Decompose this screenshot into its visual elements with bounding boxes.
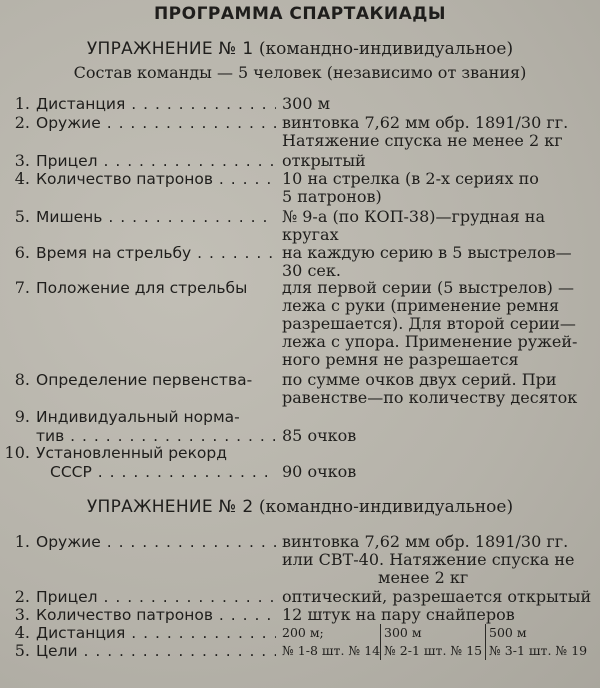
target-column-1 <box>282 624 380 660</box>
exercise-1-heading <box>0 39 600 59</box>
item-number: 2. <box>14 113 30 132</box>
item-label: Цели . . . <box>36 642 276 660</box>
item-number: 9. <box>14 407 30 426</box>
item-value: № 9-а (по КОП-38)—грудная на кругах <box>282 207 545 244</box>
item-number: 8. <box>14 370 30 389</box>
target-cell: № 3-1 шт. № 19 <box>489 643 588 658</box>
target-column-2 <box>380 624 482 660</box>
item-label: Дистанция . . . <box>36 95 276 113</box>
item-value: оптический, разрешается открытый <box>282 587 592 606</box>
item-number: 3. <box>14 151 30 170</box>
item-label: Установленный рекорд <box>36 444 227 462</box>
item-value: на каждую серию в 5 выстрелов— 30 сек. <box>282 243 572 280</box>
item-number: 7. <box>14 278 30 297</box>
item-label: Оружие . . . <box>36 114 276 132</box>
distance-cell: 300 м <box>384 625 422 640</box>
item-label: Оружие . . . <box>36 533 276 551</box>
document-title: ПРОГРАММА СПАРТАКИАДЫ <box>153 4 447 24</box>
item-number: 3. <box>14 605 30 624</box>
target-column-3 <box>485 624 587 660</box>
item-number: 10. <box>4 443 30 462</box>
item-value: открытый <box>282 151 366 170</box>
exercise-2-heading-note: (командно-индивидуальное) <box>258 497 514 517</box>
item-label: Количество патронов . . . <box>36 170 276 188</box>
distance-cell: 200 м; <box>282 625 324 640</box>
item-value: по сумме очков двух серий. При равенстве—по количеству десяток <box>282 370 578 407</box>
exercise-2-heading <box>0 497 600 517</box>
exercise-2-heading-caps: УПРАЖНЕНИЕ № 2 <box>86 497 254 517</box>
item-number: 5. <box>14 641 30 660</box>
item-number: 1. <box>14 532 30 551</box>
target-cell: № 2-1 шт. № 15 <box>384 643 483 658</box>
item-label-cont: тив . . . <box>36 427 276 445</box>
item-number: 4. <box>14 623 30 642</box>
item-value: 10 на стрелка (в 2-х сериях по 5 патронов) <box>282 169 539 206</box>
target-cell: № 1-8 шт. № 14 <box>282 643 381 658</box>
exercise-1-heading-note: (командно-индивидуальное) <box>258 39 514 59</box>
item-label: Количество патронов . . . <box>36 606 276 624</box>
item-number: 2. <box>14 587 30 606</box>
item-label: Время на стрельбу . . . <box>36 244 276 262</box>
item-value: винтовка 7,62 мм обр. 1891/30 гг. или СВТ-40. Натяжение спуска не менее 2 кг <box>282 532 575 587</box>
item-label: Прицел . . . <box>36 588 276 606</box>
item-value: 12 штук на пару снайперов <box>282 605 515 624</box>
item-number: 4. <box>14 169 30 188</box>
item-number: 1. <box>14 94 30 113</box>
item-label: Прицел . . . <box>36 152 276 170</box>
item-value: 300 м <box>282 94 331 113</box>
item-label: Положение для стрельбы <box>36 279 248 297</box>
exercise-1-heading-caps: УПРАЖНЕНИЕ № 1 <box>86 39 254 59</box>
item-label: Индивидуальный норма- <box>36 408 240 426</box>
item-number: 5. <box>14 207 30 226</box>
item-label-cont: СССР . . . <box>50 463 276 481</box>
item-value: 90 очков <box>282 462 357 481</box>
item-label: Дистанция . . . <box>36 624 276 642</box>
item-value: винтовка 7,62 мм обр. 1891/30 гг. Натяжение спуска не менее 2 кг <box>282 113 569 150</box>
exercise-1-team: Состав команды — 5 человек (независимо от звания) <box>73 63 527 82</box>
distance-cell: 500 м <box>489 625 527 640</box>
item-label: Мишень . . . <box>36 208 276 226</box>
item-value: для первой серии (5 выстрелов) — лежа с руки (применение ремня разрешается). Для второй серии— лежа с упора. Применение ружей- ного ремня не разрешается <box>282 278 578 369</box>
item-value: 85 очков <box>282 426 357 445</box>
item-number: 6. <box>14 243 30 262</box>
item-label: Определение первенства- <box>36 371 253 389</box>
